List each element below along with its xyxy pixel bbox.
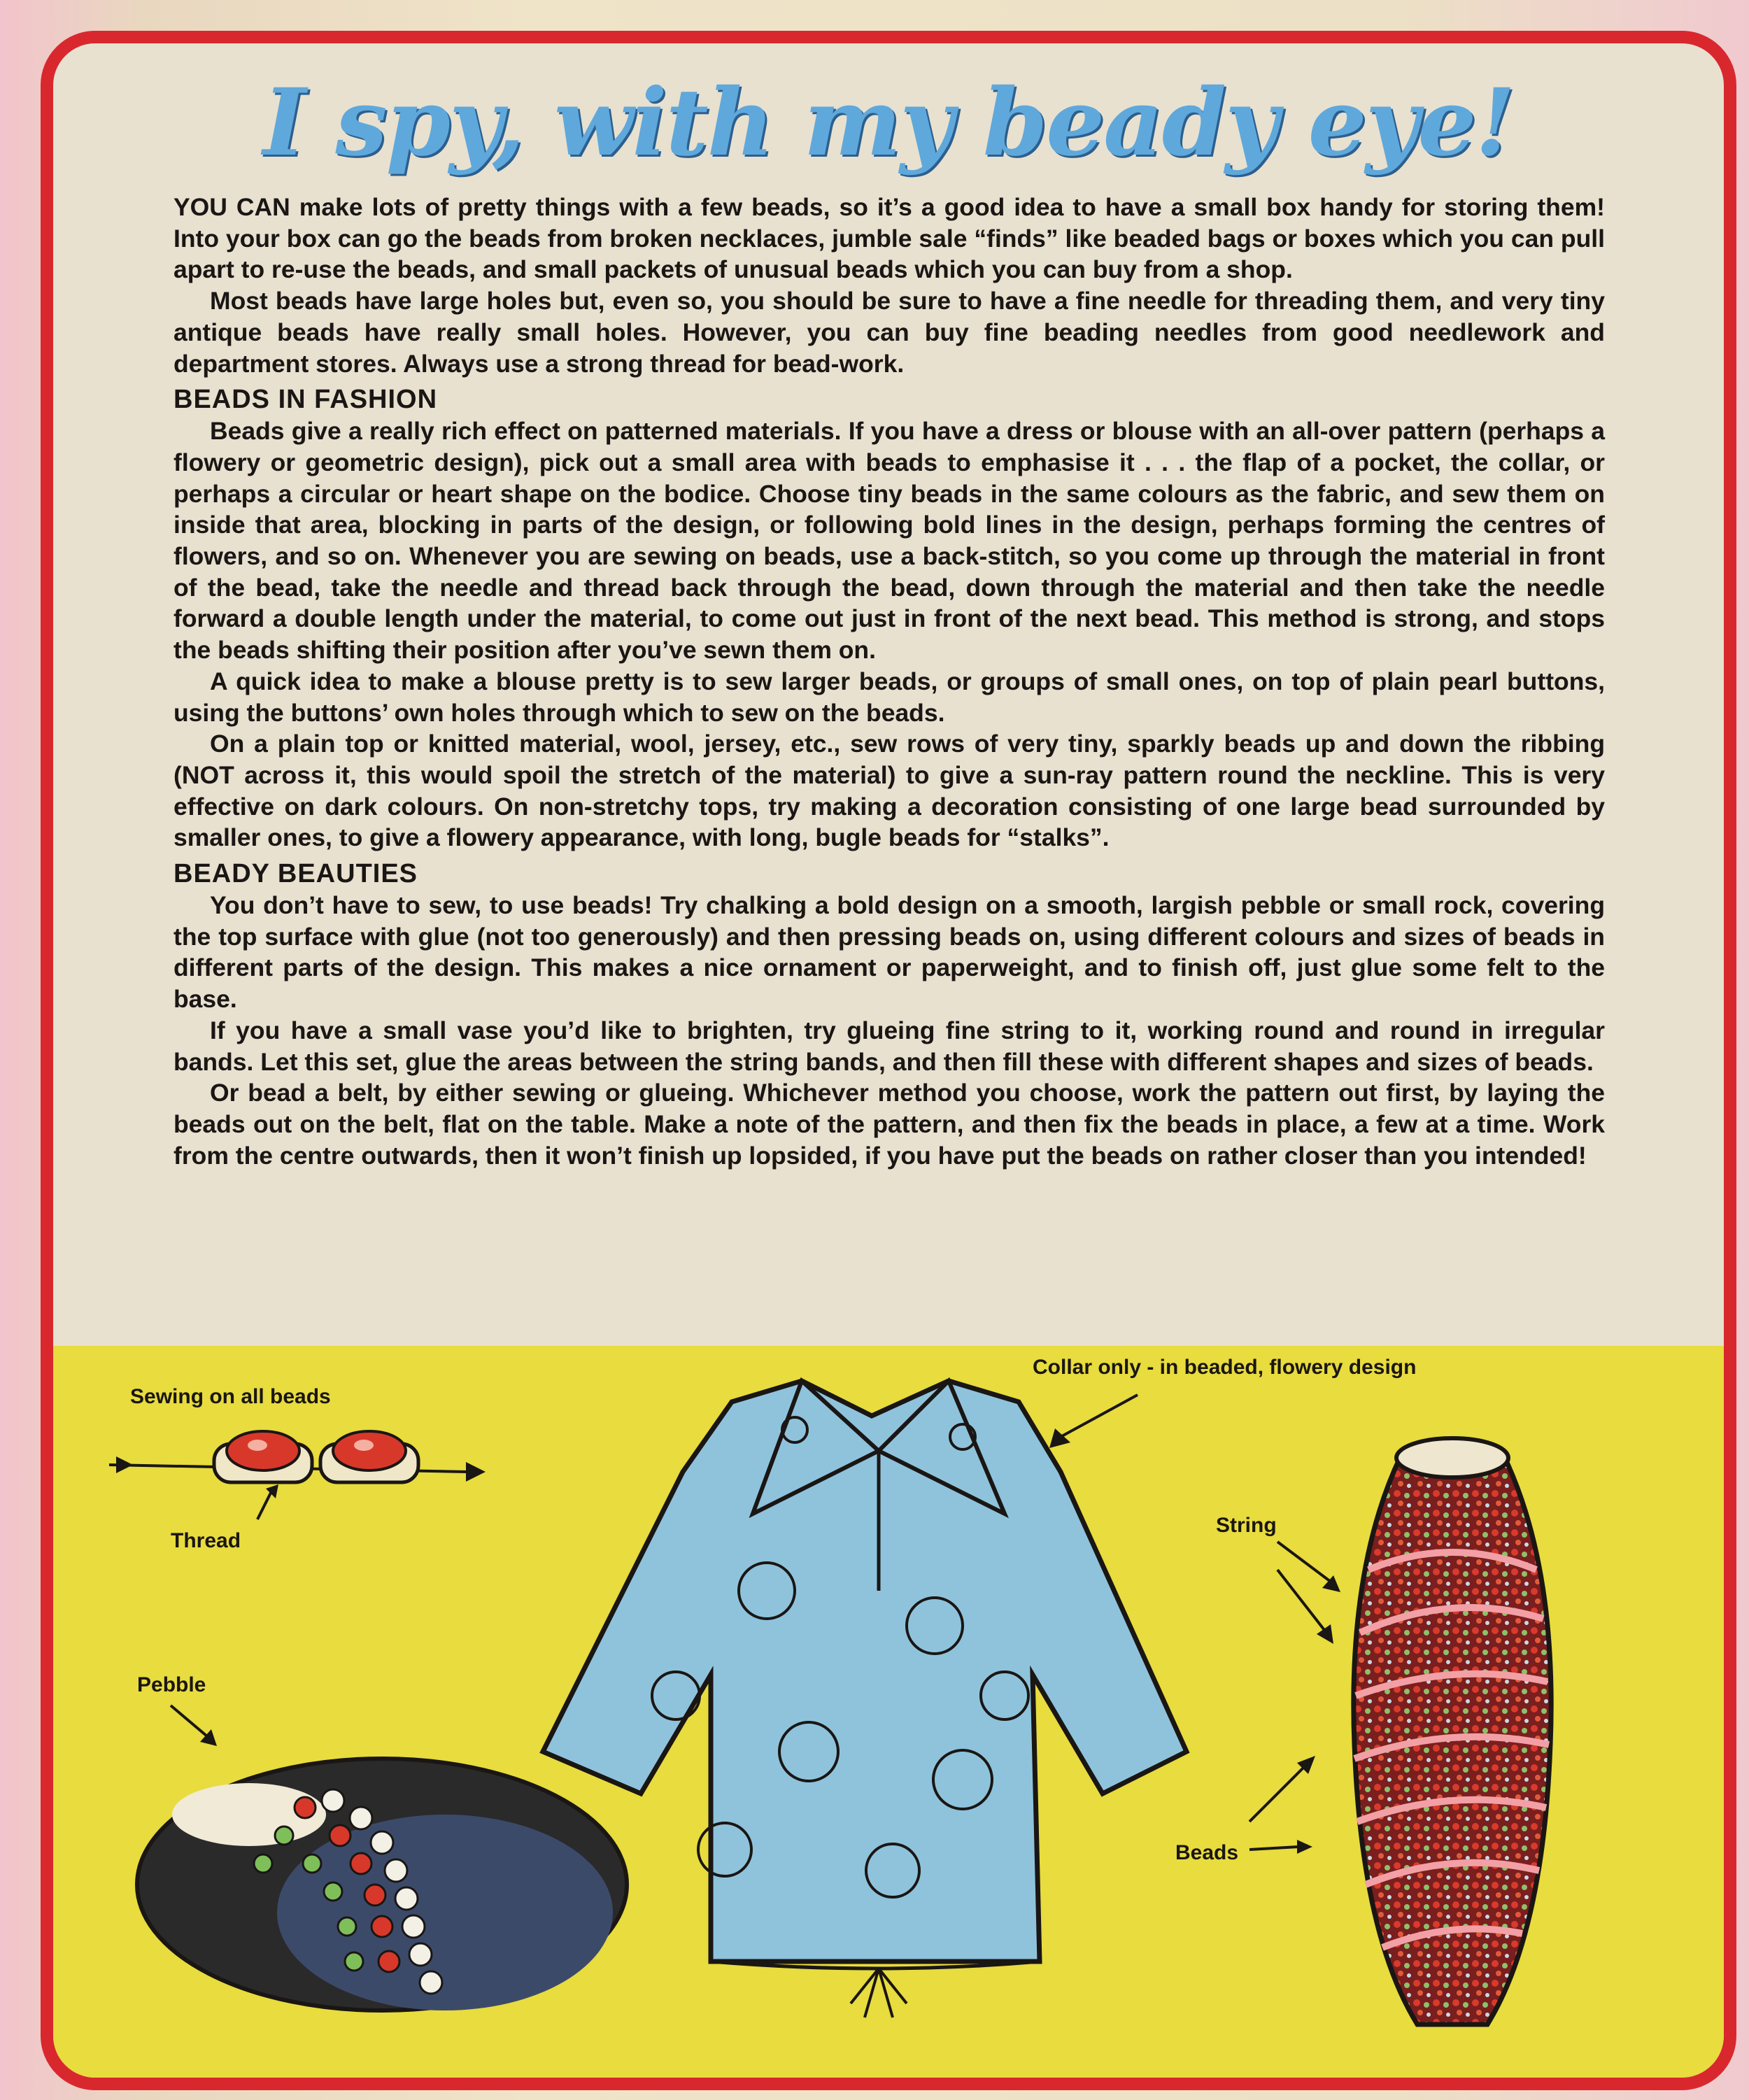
- intro-paragraph-2: Most beads have large holes but, even so, you should be sure to have a fine needle for threading them, and very tiny antique beads have really small holes. However, you can buy fine beading needles from good needlework and department stores. Always use a strong thread for bead-work.: [174, 287, 1605, 378]
- beauties-paragraph-3: Or bead a belt, by either sewing or glueing. Whichever method you choose, work the pattern out first, by laying the beads out on the belt, flat on the table. Make a note of the pattern, and then fix the beads in place, a few at a time. Work from the centre outwards, then it won’t finish up lopsided, if you have put the beads on rather closer than you intended!: [174, 1079, 1605, 1170]
- label-thread: Thread: [171, 1529, 241, 1552]
- intro-paragraph-1: [174, 192, 1605, 285]
- beauties-paragraph-1: You don’t have to sew, to use beads! Try chalking a bold design on a smooth, largish pebble or small rock, covering the top surface with glue (not too generously) and then pressing beads on, using different colours and sizes of beads in different parts of the design. This makes a nice ornament or paperweight, and to finish off, just glue some felt to the base.: [174, 891, 1605, 1014]
- heading-beady-beauties: BEADY BEAUTIES: [174, 859, 418, 889]
- article-body: [174, 192, 1605, 1171]
- label-string: String: [1216, 1514, 1277, 1537]
- beauties-paragraph-2: If you have a small vase you’d like to brighten, try glueing fine string to it, working round and round in irregular bands. Let this set, glue the areas between the string bands, and then fill these with different shapes and sizes of beads.: [174, 1016, 1605, 1076]
- article-frame: [41, 31, 1736, 2090]
- label-beads: Beads: [1175, 1841, 1239, 1864]
- intro-text: make lots of pretty things with a few beads, so it’s a good idea to have a small box handy for storing them! Into your box can go the beads from broken necklaces, jumble sale “finds” like beaded bags or boxes which you can pull apart to re-use the beads, and small packets of unusual beads which you can buy from a shop.: [174, 193, 1605, 284]
- fashion-paragraph-3: On a plain top or knitted material, wool, jersey, etc., sew rows of very tiny, sparkly beads up and down the ribbing (NOT across it, this would spoil the stretch of the material) to give a sun-ray pattern round the neckline. This is very effective on dark colours. On non-stretchy tops, try making a decoration consisting of one large bead surrounded by smaller ones, to give a flowery appearance, with long, bugle beads for “stalks”.: [174, 730, 1605, 852]
- intro-lead: YOU CAN: [174, 193, 290, 221]
- sewing-diagram: [102, 1416, 494, 1528]
- article-title: I spy, with my beady eye!: [262, 69, 1515, 177]
- heading-beads-in-fashion: BEADS IN FASHION: [174, 385, 438, 415]
- vase-illustration: [1333, 1430, 1571, 2045]
- fashion-paragraph-1: Beads give a really rich effect on patterned materials. If you have a dress or blouse with an all-over pattern (perhaps a flowery or geometric design), pick out a small area with beads to emphasise it . . . the flap of a pocket, the collar, or perhaps a circular or heart shape on the bodice. Choose tiny beads in the same colours as the fabric, and sew them on inside that area, blocking in parts of the design, or following bold lines in the design, perhaps forming the centres of flowers, and so on. Whenever you are sewing on beads, use a back-stitch, so you come up through the material in front of the bead, take the needle and thread back through the bead, down through the material and then take the needle forward a double length under the material, to come out just in front of the next bead. This method is strong, and stops the beads shifting their position after you’ve sewn them on.: [174, 417, 1605, 665]
- beads-arrows: [1242, 1724, 1333, 1864]
- label-sewing: Sewing on all beads: [130, 1385, 331, 1408]
- fashion-paragraph-2: A quick idea to make a blouse pretty is to sew larger beads, or groups of small ones, on top of plain pearl buttons, using the buttons’ own holes through which to sew on the beads.: [174, 667, 1605, 727]
- blouse-illustration: [501, 1360, 1242, 2031]
- label-collar: Collar only - in beaded, flowery design: [1033, 1356, 1417, 1379]
- label-pebble: Pebble: [137, 1673, 206, 1696]
- illustration-panel: [53, 1346, 1724, 2078]
